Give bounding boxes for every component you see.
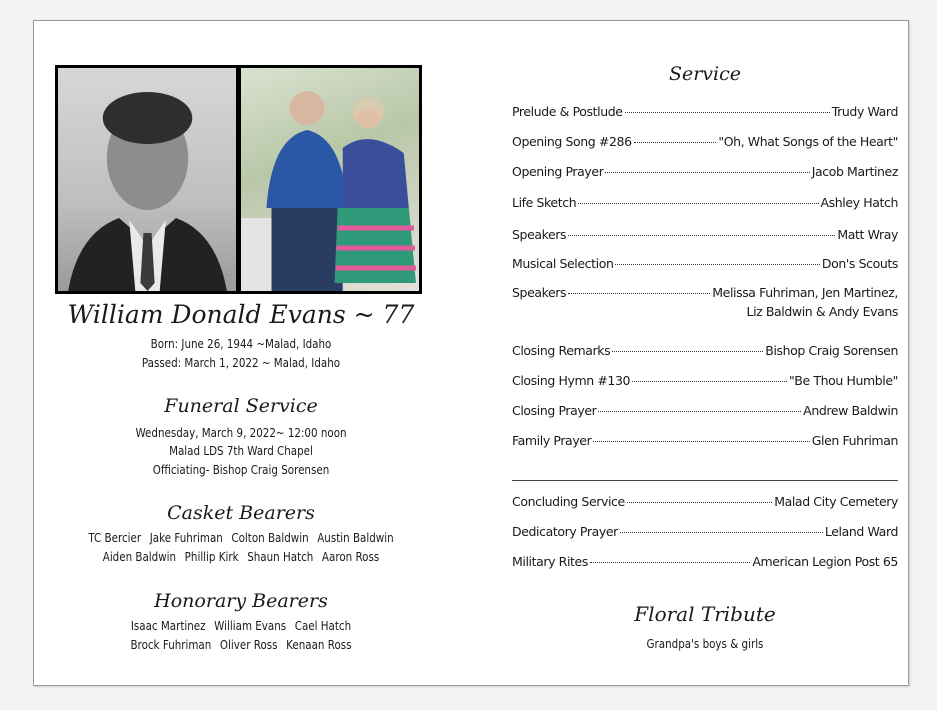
leader-dots — [620, 532, 823, 533]
entry-label: Opening Prayer — [512, 164, 604, 179]
floral-tribute-title: Floral Tribute — [634, 602, 776, 626]
bearer-name: Cael Hatch — [294, 619, 352, 633]
funeral-program-page — [33, 20, 909, 686]
service-title: Service — [668, 63, 742, 85]
funeral-service-title: Funeral Service — [164, 395, 318, 417]
bearer-name: Oliver Ross — [219, 638, 278, 652]
honorary-bearers-row — [65, 636, 418, 654]
entry-value: Bishop Craig Sorensen — [765, 343, 898, 358]
entry-label: Closing Hymn #130 — [512, 373, 631, 388]
bearer-name: Isaac Martinez — [130, 619, 206, 633]
program-entry-continued — [512, 304, 898, 319]
leader-dots — [625, 112, 830, 113]
entry-label: Speakers — [512, 227, 567, 242]
program-entry — [512, 403, 898, 418]
bearer-name: Colton Baldwin — [231, 531, 309, 545]
bearer-name: Jake Fuhriman — [149, 531, 223, 545]
bearer-name: William Evans — [214, 619, 287, 633]
entry-value: Leland Ward — [824, 524, 898, 539]
casket-bearers-title: Casket Bearers — [167, 502, 315, 524]
entry-value: Glen Fuhriman — [811, 433, 898, 448]
leader-dots — [593, 441, 809, 442]
entry-label: Dedicatory Prayer — [512, 524, 618, 539]
bearer-name: Austin Baldwin — [317, 531, 394, 545]
program-entry — [512, 524, 898, 539]
entry-value: Andrew Baldwin — [803, 403, 898, 418]
program-entry — [512, 494, 898, 509]
entry-value: American Legion Post 65 — [752, 554, 898, 569]
entry-value-continued: Liz Baldwin & Andy Evans — [746, 304, 898, 319]
entry-label: Opening Song #286 — [512, 134, 632, 149]
entry-label: Speakers — [512, 285, 567, 300]
leader-dots — [627, 502, 772, 503]
entry-value: Don's Scouts — [821, 256, 898, 271]
bearer-name: Kenaan Ross — [286, 638, 352, 652]
entry-label: Musical Selection — [512, 256, 614, 271]
portrait-photo — [58, 68, 236, 291]
program-entry — [512, 373, 898, 388]
entry-value: Matt Wray — [837, 227, 898, 242]
leader-dots — [632, 381, 787, 382]
program-entry — [512, 134, 898, 149]
bearer-name: Shaun Hatch — [247, 550, 314, 564]
entry-value: Jacob Martinez — [811, 164, 898, 179]
entry-value: "Be Thou Humble" — [788, 373, 898, 388]
photo-frame — [55, 65, 422, 294]
entry-value: Melissa Fuhriman, Jen Martinez, — [712, 285, 898, 300]
entry-label: Life Sketch — [512, 195, 577, 210]
honorary-bearers-row — [65, 617, 418, 635]
program-entry — [512, 104, 898, 119]
leader-dots — [590, 562, 750, 563]
entry-label: Prelude & Postlude — [512, 104, 623, 119]
entry-value: Ashley Hatch — [820, 195, 898, 210]
bearer-name: Aaron Ross — [321, 550, 380, 564]
entry-label: Military Rites — [512, 554, 588, 569]
leader-dots — [568, 235, 835, 236]
program-entry — [512, 285, 898, 300]
funeral-date: Wednesday, March 9, 2022~ 12:00 noon — [135, 426, 347, 440]
bearer-name: Aiden Baldwin — [102, 550, 177, 564]
bearer-name: TC Bercier — [88, 531, 142, 545]
entry-label: Closing Prayer — [512, 403, 597, 418]
entry-label: Family Prayer — [512, 433, 592, 448]
couple-photo — [241, 68, 419, 291]
entry-value: Trudy Ward — [831, 104, 898, 119]
casket-bearers-row — [65, 548, 418, 566]
program-entry — [512, 256, 898, 271]
officiating-line: Officiating- Bishop Craig Sorensen — [152, 463, 330, 477]
program-entry — [512, 343, 898, 358]
bearer-name: Brock Fuhriman — [130, 638, 212, 652]
leader-dots — [612, 351, 763, 352]
born-line: Born: June 26, 1944 ~Malad, Idaho — [150, 337, 332, 351]
leader-dots — [634, 142, 717, 143]
deceased-name: William Donald Evans ~ 77 — [67, 300, 415, 329]
section-divider — [512, 480, 898, 481]
leader-dots — [578, 203, 818, 204]
chapel-line: Malad LDS 7th Ward Chapel — [169, 444, 313, 458]
program-entry — [512, 164, 898, 179]
program-entry — [512, 195, 898, 210]
program-entry — [512, 227, 898, 242]
leader-dots — [605, 172, 809, 173]
entry-label: Concluding Service — [512, 494, 625, 509]
leader-dots — [598, 411, 801, 412]
program-entry — [512, 433, 898, 448]
leader-dots — [568, 293, 710, 294]
floral-tribute-text: Grandpa's boys & girls — [646, 637, 764, 651]
passed-line: Passed: March 1, 2022 ~ Malad, Idaho — [141, 356, 341, 370]
leader-dots — [615, 264, 819, 265]
honorary-bearers-title: Honorary Bearers — [154, 590, 328, 612]
entry-value: "Oh, What Songs of the Heart" — [718, 134, 898, 149]
bearer-name: Phillip Kirk — [184, 550, 239, 564]
entry-value: Malad City Cemetery — [774, 494, 898, 509]
casket-bearers-row — [65, 529, 418, 547]
program-entry — [512, 554, 898, 569]
entry-label: Closing Remarks — [512, 343, 611, 358]
